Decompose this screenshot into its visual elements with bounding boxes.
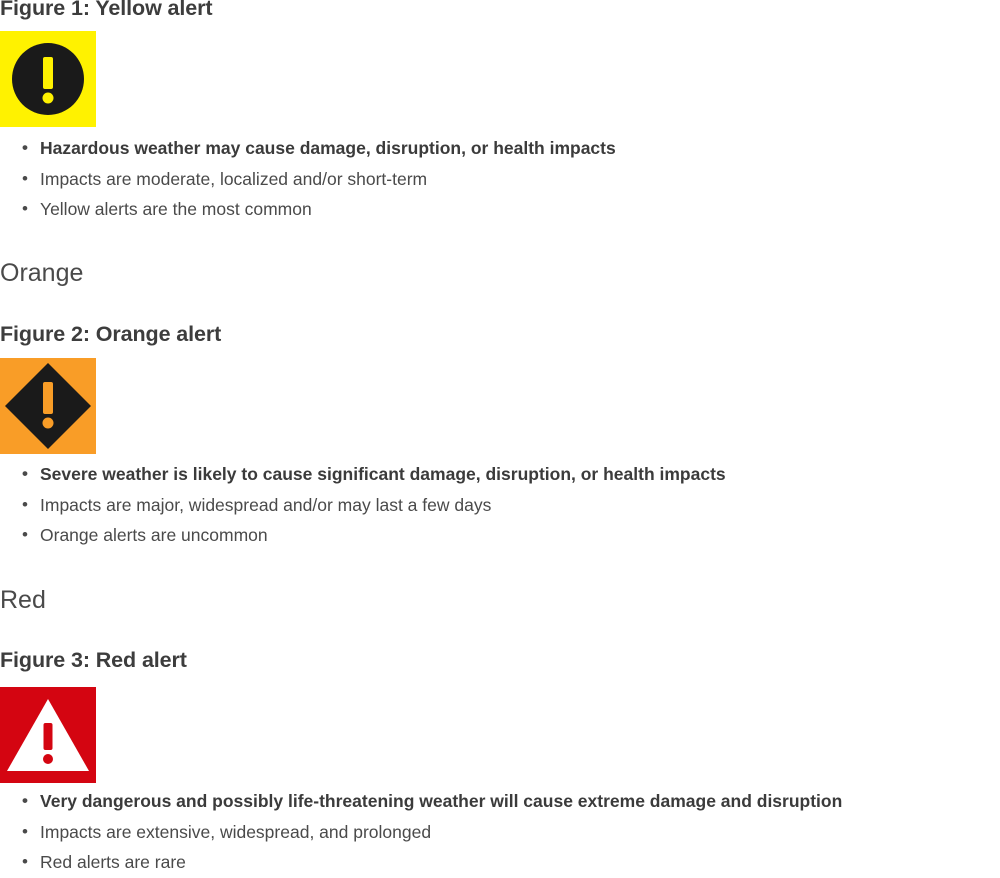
red-alert-badge (0, 687, 96, 783)
list-item: • Impacts are moderate, localized and/or short-term (22, 164, 616, 195)
section-heading-red: Red (0, 586, 46, 614)
list-item: • Red alerts are rare (22, 847, 842, 878)
list-item: • Hazardous weather may cause damage, disruption, or health impacts (22, 133, 616, 164)
list-item: • Severe weather is likely to cause significant damage, disruption, or health impacts (22, 459, 726, 490)
list-item: • Impacts are extensive, widespread, and prolonged (22, 817, 842, 848)
orange-bullet-list (0, 459, 726, 551)
figure-title-red: Figure 3: Red alert (0, 648, 187, 672)
figure-title-yellow: Figure 1: Yellow alert (0, 0, 213, 20)
list-item: • Yellow alerts are the most common (22, 194, 616, 225)
yellow-alert-badge (0, 31, 96, 127)
list-item: • Orange alerts are uncommon (22, 520, 726, 551)
list-item: • Impacts are major, widespread and/or may last a few days (22, 490, 726, 521)
orange-alert-badge (0, 358, 96, 454)
orange-alert-icon (0, 358, 96, 454)
section-heading-orange: Orange (0, 259, 84, 287)
yellow-alert-icon (0, 31, 96, 127)
figure-title-orange: Figure 2: Orange alert (0, 322, 222, 346)
red-bullet-list (0, 786, 842, 878)
list-item: • Very dangerous and possibly life-threatening weather will cause extreme damage and disruption (22, 786, 842, 817)
red-alert-icon (0, 687, 96, 783)
yellow-bullet-list (0, 133, 616, 225)
